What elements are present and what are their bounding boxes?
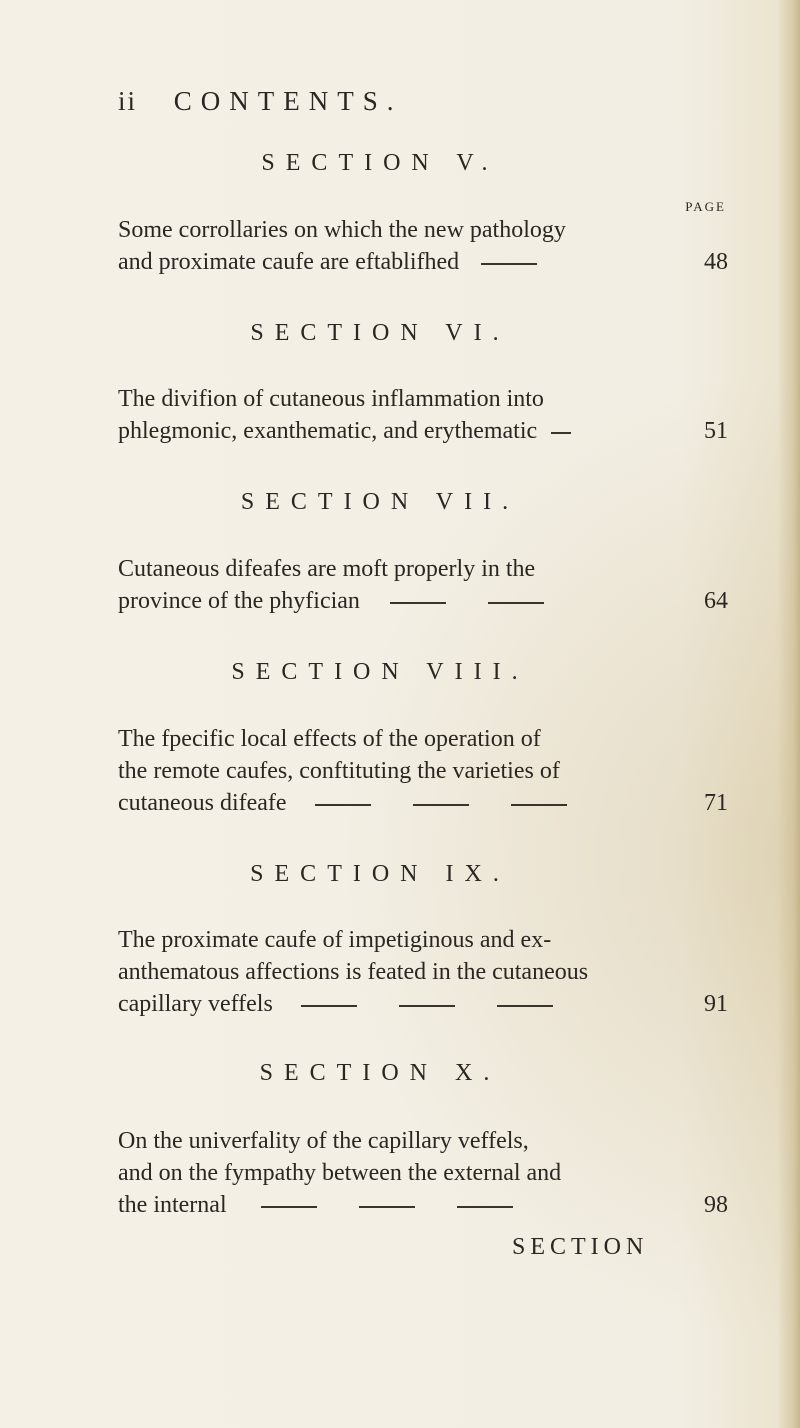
- page-number: 48: [704, 249, 728, 275]
- toc-entry: [118, 214, 728, 278]
- section-heading: SECTION VII.: [240, 489, 520, 515]
- page-number: 91: [704, 991, 728, 1017]
- entry-line: Some corrollaries on which the new pathology: [118, 217, 566, 243]
- entry-line: On the univerfality of the capillary veffels,: [118, 1128, 529, 1154]
- toc-entry: [118, 924, 728, 1020]
- entry-line: capillary veffels: [118, 991, 273, 1017]
- entry-last-line: [118, 988, 728, 1020]
- entry-line: the remote caufes, conftituting the varieties of: [118, 758, 560, 784]
- dot-leader: [359, 1206, 415, 1208]
- dot-leader: [488, 602, 544, 604]
- dot-leader: [315, 804, 371, 806]
- running-title: CONTENTS.: [173, 86, 403, 116]
- running-head: [118, 86, 403, 117]
- entry-last-line: [118, 585, 728, 617]
- entry-line: The divifion of cutaneous inflammation into: [118, 386, 544, 412]
- entry-line: phlegmonic, exanthematic, and erythematic: [118, 418, 538, 444]
- dot-leader: [497, 1005, 553, 1007]
- entry-line: The fpecific local effects of the operation of: [118, 726, 541, 752]
- section-heading: SECTION VI.: [250, 320, 510, 346]
- page-edge-shading: [778, 0, 800, 1428]
- dot-leader: [399, 1005, 455, 1007]
- toc-entry: [118, 1125, 728, 1221]
- dot-leader: [390, 602, 446, 604]
- toc-entry: [118, 553, 728, 617]
- entry-line: the internal: [118, 1192, 227, 1218]
- folio: ii: [118, 86, 138, 116]
- entry-line: province of the phyfician: [118, 588, 360, 614]
- catchword: SECTION: [512, 1234, 649, 1260]
- toc-entry: [118, 723, 728, 819]
- entry-last-line: [118, 415, 728, 447]
- entry-line: Cutaneous difeafes are moft properly in the: [118, 556, 536, 582]
- entry-line: and proximate caufe are eftablifhed: [118, 249, 460, 275]
- page-number: 51: [704, 418, 728, 444]
- entry-line: The proximate caufe of impetiginous and ex-: [118, 927, 552, 953]
- dot-leader: [261, 1206, 317, 1208]
- entry-last-line: [118, 246, 728, 278]
- dot-leader: [551, 432, 571, 434]
- toc-entry: [118, 383, 728, 447]
- dot-leader: [481, 263, 537, 265]
- section-heading: SECTION X.: [259, 1060, 501, 1086]
- section-heading: SECTION IX.: [250, 861, 510, 887]
- section-heading: SECTION VIII.: [231, 659, 529, 685]
- dot-leader: [413, 804, 469, 806]
- entry-last-line: [118, 1189, 728, 1221]
- page-number: 64: [704, 588, 728, 614]
- entry-line: and on the fympathy between the external and: [118, 1160, 562, 1186]
- entry-line: anthematous affections is feated in the cutaneous: [118, 959, 589, 985]
- section-heading: SECTION V.: [261, 150, 499, 176]
- page-number: 98: [704, 1192, 728, 1218]
- dot-leader: [511, 804, 567, 806]
- entry-line: cutaneous difeafe: [118, 790, 287, 816]
- page-number: 71: [704, 790, 728, 816]
- page-column-label: PAGE: [685, 199, 726, 214]
- dot-leader: [457, 1206, 513, 1208]
- dot-leader: [301, 1005, 357, 1007]
- entry-last-line: [118, 787, 728, 819]
